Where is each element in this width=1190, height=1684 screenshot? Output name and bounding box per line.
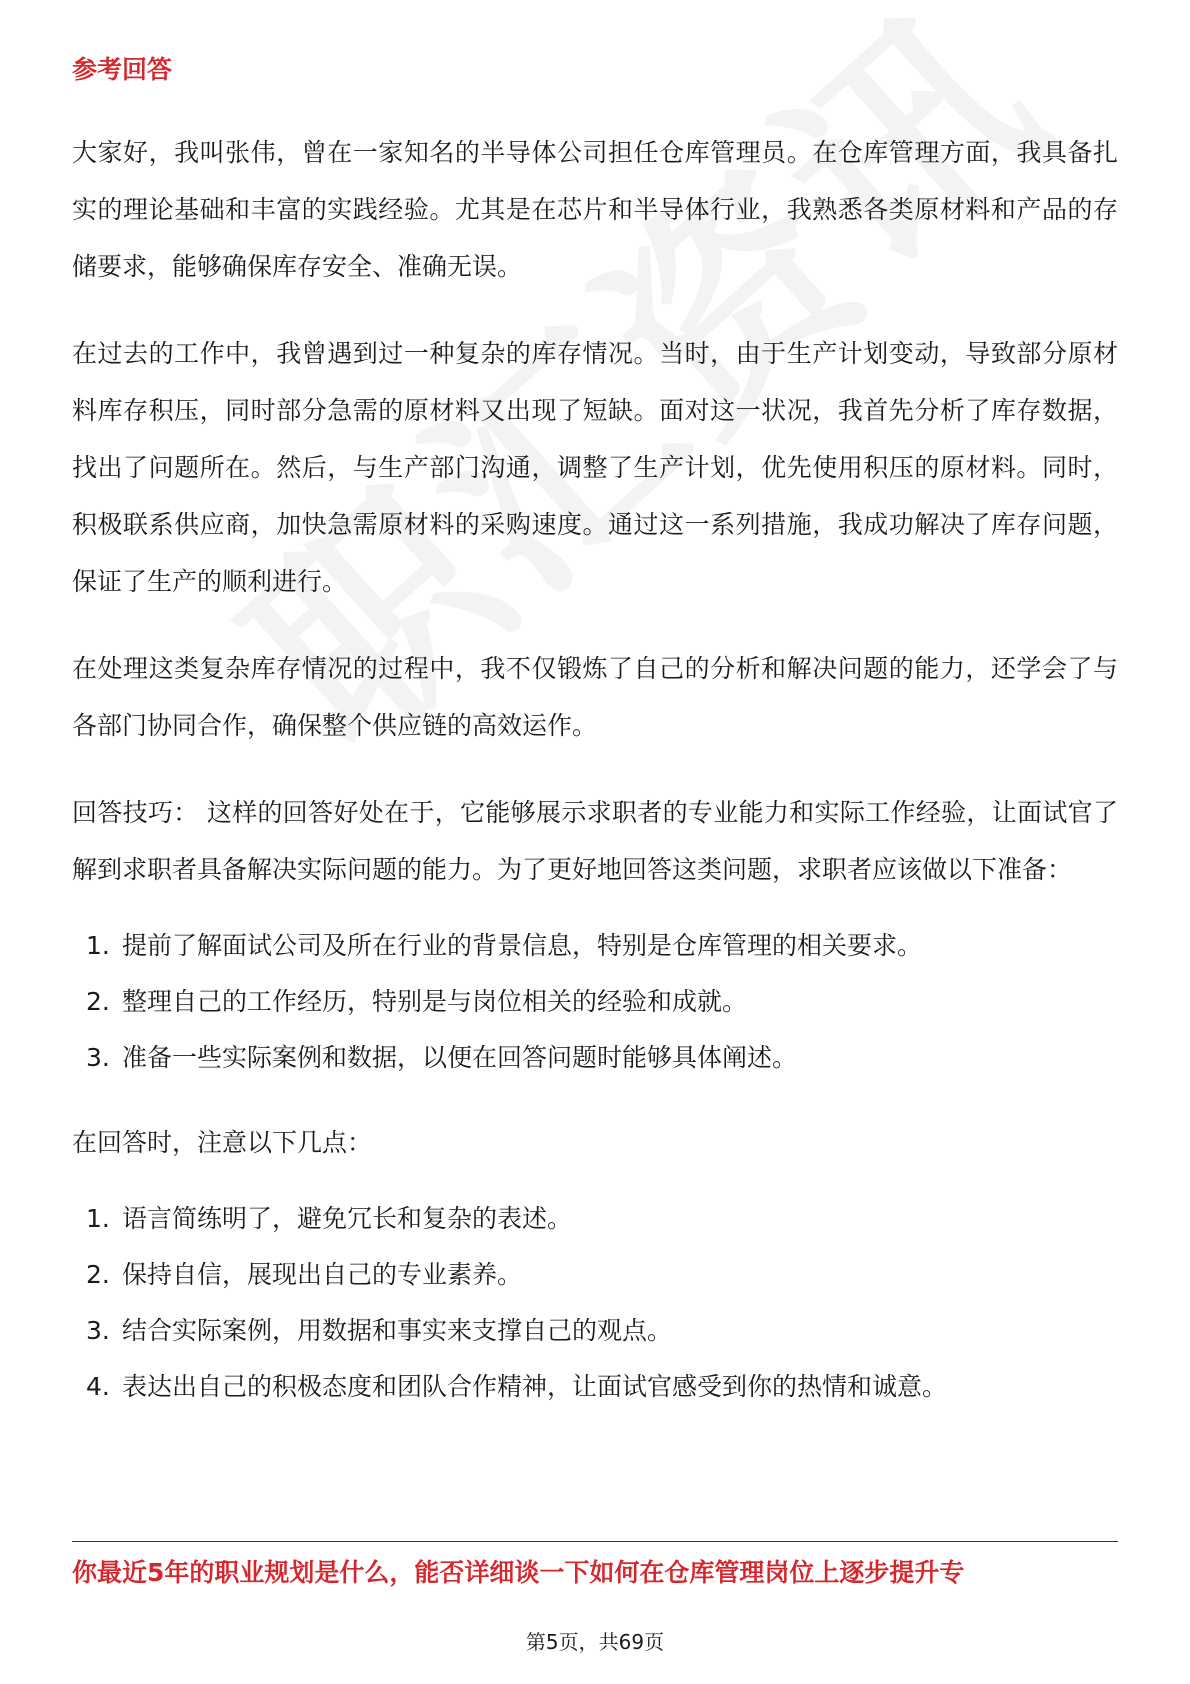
section-heading: 参考回答 [72,55,173,84]
list-item: 4. 表达出自己的积极态度和团队合作精神，让面试官感受到你的热情和诚意。 [86,1372,948,1401]
paragraph-experience: 在过去的工作中，我曾遇到过一种复杂的库存情况。当时，由于生产计划变动，导致部分原材料库存积压，同时部分急需的原材料又出现了短缺。面对这一状况，我首先分析了库存数据，找出了问题所在。然后，与生产部门沟通，调整了生产计划，优先使用积压的原材料。同时，积极联系供应商，加快急需原材料的采购速度。通过这一系列措施，我成功解决了库存问题，保证了生产的顺利进行。 [72,339,1118,596]
paragraph-tips: 回答技巧： 这样的回答好处在于，它能够展示求职者的专业能力和实际工作经验，让面试官了解到求职者具备解决实际问题的能力。为了更好地回答这类问题，求职者应该做以下准备： [72,798,1118,884]
list-item: 2. 保持自信，展现出自己的专业素养。 [86,1260,523,1289]
page-number: 第5页，共69页 [525,1630,665,1654]
next-question: 你最近5年的职业规划是什么，能否详细谈一下如何在仓库管理岗位上逐步提升专 [72,1558,965,1587]
list-item: 3. 结合实际案例，用数据和事实来支撑自己的观点。 [86,1316,673,1345]
list-item: 1. 提前了解面试公司及所在行业的背景信息，特别是仓库管理的相关要求。 [86,931,923,960]
prep-list [72,918,1118,1086]
paragraph-reflection: 在处理这类复杂库存情况的过程中，我不仅锻炼了自己的分析和解决问题的能力，还学会了与各部门协同合作，确保整个供应链的高效运作。 [72,654,1118,740]
list-item: 1. 语言简练明了，避免冗长和复杂的表述。 [86,1204,573,1233]
divider [72,1541,1118,1542]
list-item: 2. 整理自己的工作经历，特别是与岗位相关的经验和成就。 [86,987,748,1016]
list-item: 3. 准备一些实际案例和数据，以便在回答问题时能够具体阐述。 [86,1043,798,1072]
paragraph-notes-intro: 在回答时，注意以下几点： [72,1128,373,1157]
notes-list [72,1191,1118,1415]
answer-content [72,124,1118,1443]
paragraph-intro: 大家好，我叫张伟，曾在一家知名的半导体公司担任仓库管理员。在仓库管理方面，我具备扎实的理论基础和丰富的实践经验。尤其是在芯片和半导体行业，我熟悉各类原材料和产品的存储要求，能够确保库存安全、准确无误。 [72,138,1118,281]
